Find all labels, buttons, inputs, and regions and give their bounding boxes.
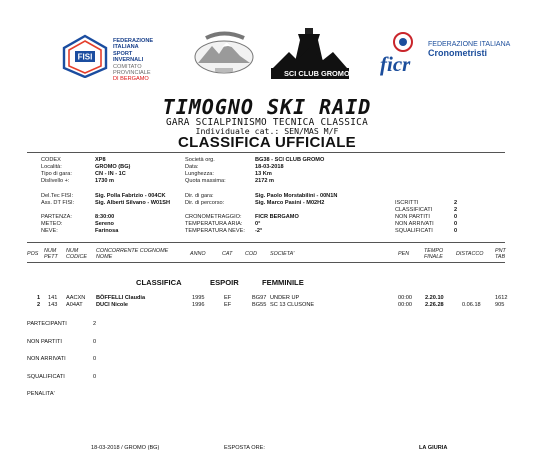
fisi-logo (60, 34, 110, 78)
registered-value: 2 (454, 200, 458, 206)
row-cod: BG55 (252, 302, 267, 308)
row-name: DUCI Nicole (96, 302, 129, 308)
not-started-summary-label: NON PARTITI (27, 339, 62, 345)
row-cat: EF (224, 302, 232, 308)
air-temperature-label: TEMPERATURA ARIA: (185, 221, 243, 227)
divider (27, 152, 505, 153)
row-societa: UNDER UP (270, 295, 300, 301)
category-label: ESPOIR (210, 278, 239, 287)
elevation-value: 1730 m (95, 178, 114, 184)
divider (27, 262, 505, 263)
organizer-label: Società org. (185, 157, 215, 163)
timing-label: CRONOMETRAGGIO: (185, 214, 242, 220)
event-category: Individuale cat.: SEN/MAS M/F (195, 126, 339, 136)
row-anno: 1995 (192, 295, 205, 301)
snow-value: Farinosa (95, 228, 119, 234)
air-temperature-value: 0° (255, 221, 261, 227)
not-finished-summary-value: 0 (93, 356, 97, 362)
date-label: Data: (185, 164, 199, 170)
date-value: 18-03-2018 (255, 164, 284, 170)
codex-value: XP8 (95, 157, 106, 163)
row-cod: BG97 (252, 295, 267, 301)
assistant-delegate-value: Sig. Alberti Silvano - W01SH (95, 200, 171, 206)
race-director-value: Sig. Paolo Morstabilini - 00N1N (255, 193, 338, 199)
col-tempo: TEMPO FINALE (424, 248, 444, 260)
snow-temperature-value: -2° (255, 228, 263, 234)
svg-text:FISI: FISI (77, 52, 93, 62)
row-pen: 00:00 (398, 302, 412, 308)
sci-club-gromo-logo (267, 26, 351, 82)
row-anno: 1996 (192, 302, 205, 308)
col-pnt: PNT TAB (495, 248, 506, 260)
not-started-value: 0 (454, 214, 458, 220)
col-societa: SOCIETA' (270, 251, 295, 257)
row-pnt: 1612 (495, 295, 508, 301)
col-distacco: DISTACCO (456, 251, 484, 257)
row-distacco: 0.06.18 (462, 302, 481, 308)
row-pett: 141 (48, 295, 58, 301)
start-time-value: 8:30:00 (95, 214, 115, 220)
row-pen: 00:00 (398, 295, 412, 301)
svg-text:ficr: ficr (380, 52, 411, 76)
row-tempo: 2.20.10 (425, 295, 444, 301)
not-started-summary-value: 0 (93, 339, 97, 345)
snow-temperature-label: TEMPERATURA NEVE: (185, 228, 245, 234)
elevation-label: Dislivello +: (41, 178, 70, 184)
weather-value: Sereno (95, 221, 114, 227)
location-value: GROMO (BG) (95, 164, 131, 170)
length-label: Lunghezza: (185, 171, 214, 177)
race-type-value: CN - IN - 1C (95, 171, 126, 177)
not-started-label: NON PARTITI (395, 214, 430, 220)
row-codice: AACXN (66, 295, 86, 301)
start-time-label: PARTENZA: (41, 214, 72, 220)
event-emblem (192, 30, 257, 78)
tech-delegate-label: Del.Tec FISI: (41, 193, 74, 199)
not-finished-summary-label: NON ARRIVATI (27, 356, 66, 362)
ficr-logo (378, 30, 428, 76)
col-pos: POS (27, 251, 39, 257)
organizer-value: BG38 - SCI CLUB GROMO (255, 157, 325, 163)
event-title: TIMOGNO SKI RAID (162, 95, 372, 119)
col-name: CONCORRENTE COGNOME NOME (96, 248, 169, 260)
race-type-label: Tipo di gara: (41, 171, 72, 177)
assistant-delegate-label: Ass. DT FISI: (41, 200, 75, 206)
classified-value: 2 (454, 207, 458, 213)
not-finished-label: NON ARRIVATI (395, 221, 434, 227)
row-societa: SC 13 CLUSONE (270, 302, 315, 308)
club-name: SCI CLUB GROMO (284, 69, 350, 78)
footer-jury: LA GIURIA (419, 445, 448, 451)
penalties-label: PENALITA' (27, 391, 55, 397)
col-anno: ANNO (190, 251, 206, 257)
row-cat: EF (224, 295, 232, 301)
col-cat: CAT (222, 251, 233, 257)
timing-value: FICR BERGAMO (255, 214, 299, 220)
max-altitude-value: 2172 m (255, 178, 274, 184)
participants-label: PARTECIPANTI (27, 321, 67, 327)
length-value: 13 Km (255, 171, 272, 177)
max-altitude-label: Quota massima: (185, 178, 226, 184)
weather-label: METEO: (41, 221, 63, 227)
gender-label: FEMMINILE (262, 278, 304, 287)
disqualified-value: 0 (454, 228, 458, 234)
not-finished-value: 0 (454, 221, 458, 227)
disqualified-summary-value: 0 (93, 374, 97, 380)
row-tempo: 2.26.28 (425, 302, 444, 308)
race-director-label: Dir. di gara: (185, 193, 214, 199)
ficr-logo-text: FEDERAZIONE ITALIANA Cronometristi (428, 41, 511, 58)
row-codice: A04AT (66, 302, 83, 308)
col-num-codice: NUM CODICE (66, 248, 87, 260)
col-num-pett: NUM PETT (44, 248, 58, 260)
col-pen: PEN (398, 251, 410, 257)
snow-label: NEVE: (41, 228, 58, 234)
course-director-value: Sig. Marco Pasini - M02H2 (255, 200, 325, 206)
row-name: BÖFFELLI Claudia (96, 295, 146, 301)
disqualified-summary-label: SQUALIFICATI (27, 374, 65, 380)
classification-label: CLASSIFICA (136, 278, 182, 287)
row-pos: 2 (37, 302, 41, 308)
col-cod: COD (245, 251, 257, 257)
footer-posted-time: ESPOSTA ORE: (224, 445, 265, 451)
row-pett: 143 (48, 302, 58, 308)
fisi-logo-text: FEDERAZIONE ITALIANA SPORT INVERNALI COMITATO PROVINCIALE DI BERGAMO (113, 38, 154, 83)
footer-date-place: 18-03-2018 / GROMO (BG) (91, 445, 160, 451)
registered-label: ISCRITTI (395, 200, 419, 206)
location-label: Località: (41, 164, 62, 170)
event-subtitle: GARA SCIALPINISMO TECNICA CLASSICA (165, 117, 369, 128)
classified-label: CLASSIFICATI (395, 207, 433, 213)
official-ranking-heading: CLASSIFICA UFFICIALE (178, 134, 356, 151)
divider (27, 242, 505, 243)
disqualified-label: SQUALIFICATI (395, 228, 433, 234)
row-pnt: 905 (495, 302, 505, 308)
course-director-label: Dir. di percorso: (185, 200, 225, 206)
participants-value: 2 (93, 321, 97, 327)
codex-label: CODEX (41, 157, 61, 163)
row-pos: 1 (37, 295, 41, 301)
tech-delegate-value: Sig. Polla Fabrizio - 004CK (95, 193, 166, 199)
